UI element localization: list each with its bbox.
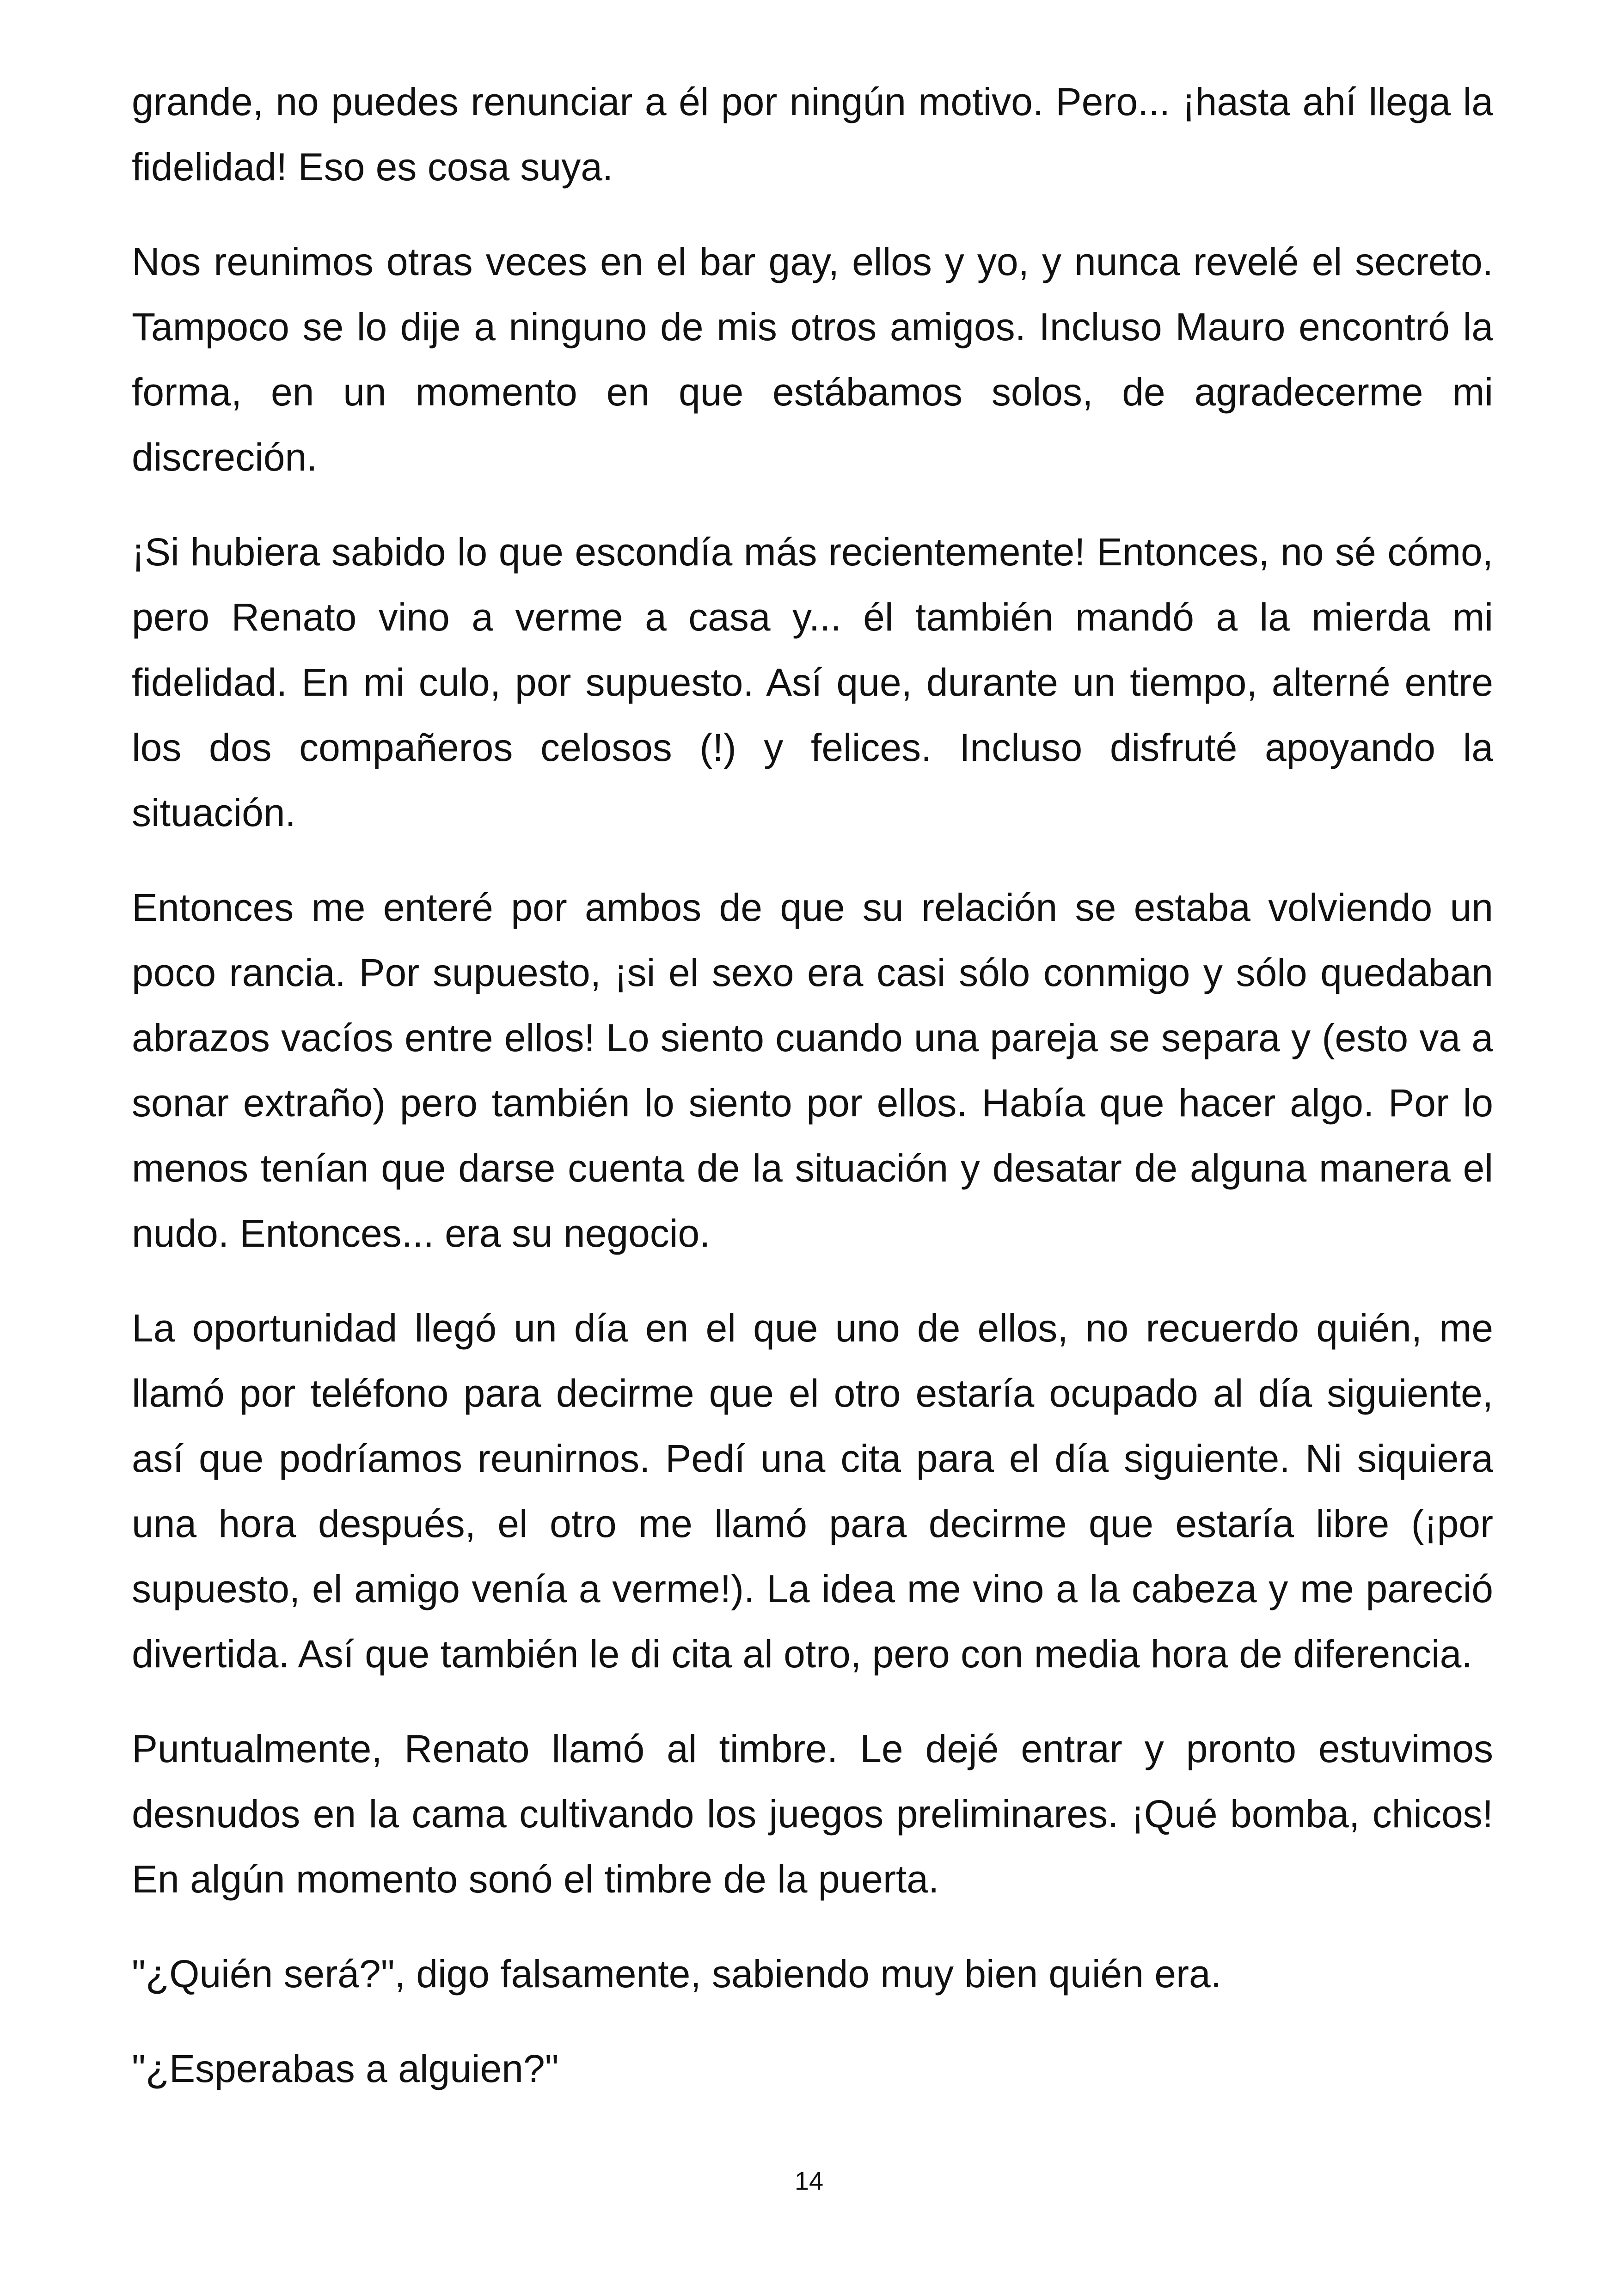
body-text: [132, 69, 1493, 2131]
paragraph-5: La oportunidad llegó un día en el que uno de ellos, no recuerdo quién, me llamó por teléfono para decirme que el otro estaría ocupado al día siguiente, así que podríamos reunirnos. Pedí una cita para el día siguiente. Ni siquiera una hora después, el otro me llamó para decirme que estaría libre (¡por supuesto, el amigo venía a verme!). La idea me vino a la cabeza y me pareció divertida. Así que también le di cita al otro, pero con media hora de diferencia.: [132, 1306, 1493, 1676]
page-number: 14: [794, 2166, 824, 2195]
paragraph-7: "¿Quién será?", digo falsamente, sabiendo muy bien quién era.: [132, 1952, 1222, 1996]
paragraph-8: "¿Esperabas a alguien?": [132, 2047, 559, 2090]
paragraph-3: ¡Si hubiera sabido lo que escondía más recientemente! Entonces, no sé cómo, pero Renato vino a verme a casa y... él también mandó a la mierda mi fidelidad. En mi culo, por supuesto. Así que, durante un tiempo, alterné entre los dos compañeros celosos (!) y felices. Incluso disfruté apoyando la situación.: [132, 530, 1493, 834]
paragraph-4: Entonces me enteré por ambos de que su relación se estaba volviendo un poco rancia. Por supuesto, ¡si el sexo era casi sólo conmigo y sólo quedaban abrazos vacíos entre ellos! Lo siento cuando una pareja se separa y (esto va a sonar extraño) pero también lo siento por ellos. Había que hacer algo. Por lo menos tenían que darse cuenta de la situación y desatar de alguna manera el nudo. Entonces... era su negocio.: [132, 886, 1493, 1255]
paragraph-1: grande, no puedes renunciar a él por ningún motivo. Pero... ¡hasta ahí llega la fidelidad! Eso es cosa suya.: [132, 80, 1493, 189]
paragraph-6: Puntualmente, Renato llamó al timbre. Le dejé entrar y pronto estuvimos desnudos en la cama cultivando los juegos preliminares. ¡Qué bomba, chicos! En algún momento sonó el timbre de la puerta.: [132, 1727, 1493, 1901]
paragraph-2: Nos reunimos otras veces en el bar gay, ellos y yo, y nunca revelé el secreto. Tampoco se lo dije a ninguno de mis otros amigos. Incluso Mauro encontró la forma, en un momento en que estábamos solos, de agradecerme mi discreción.: [132, 240, 1493, 479]
